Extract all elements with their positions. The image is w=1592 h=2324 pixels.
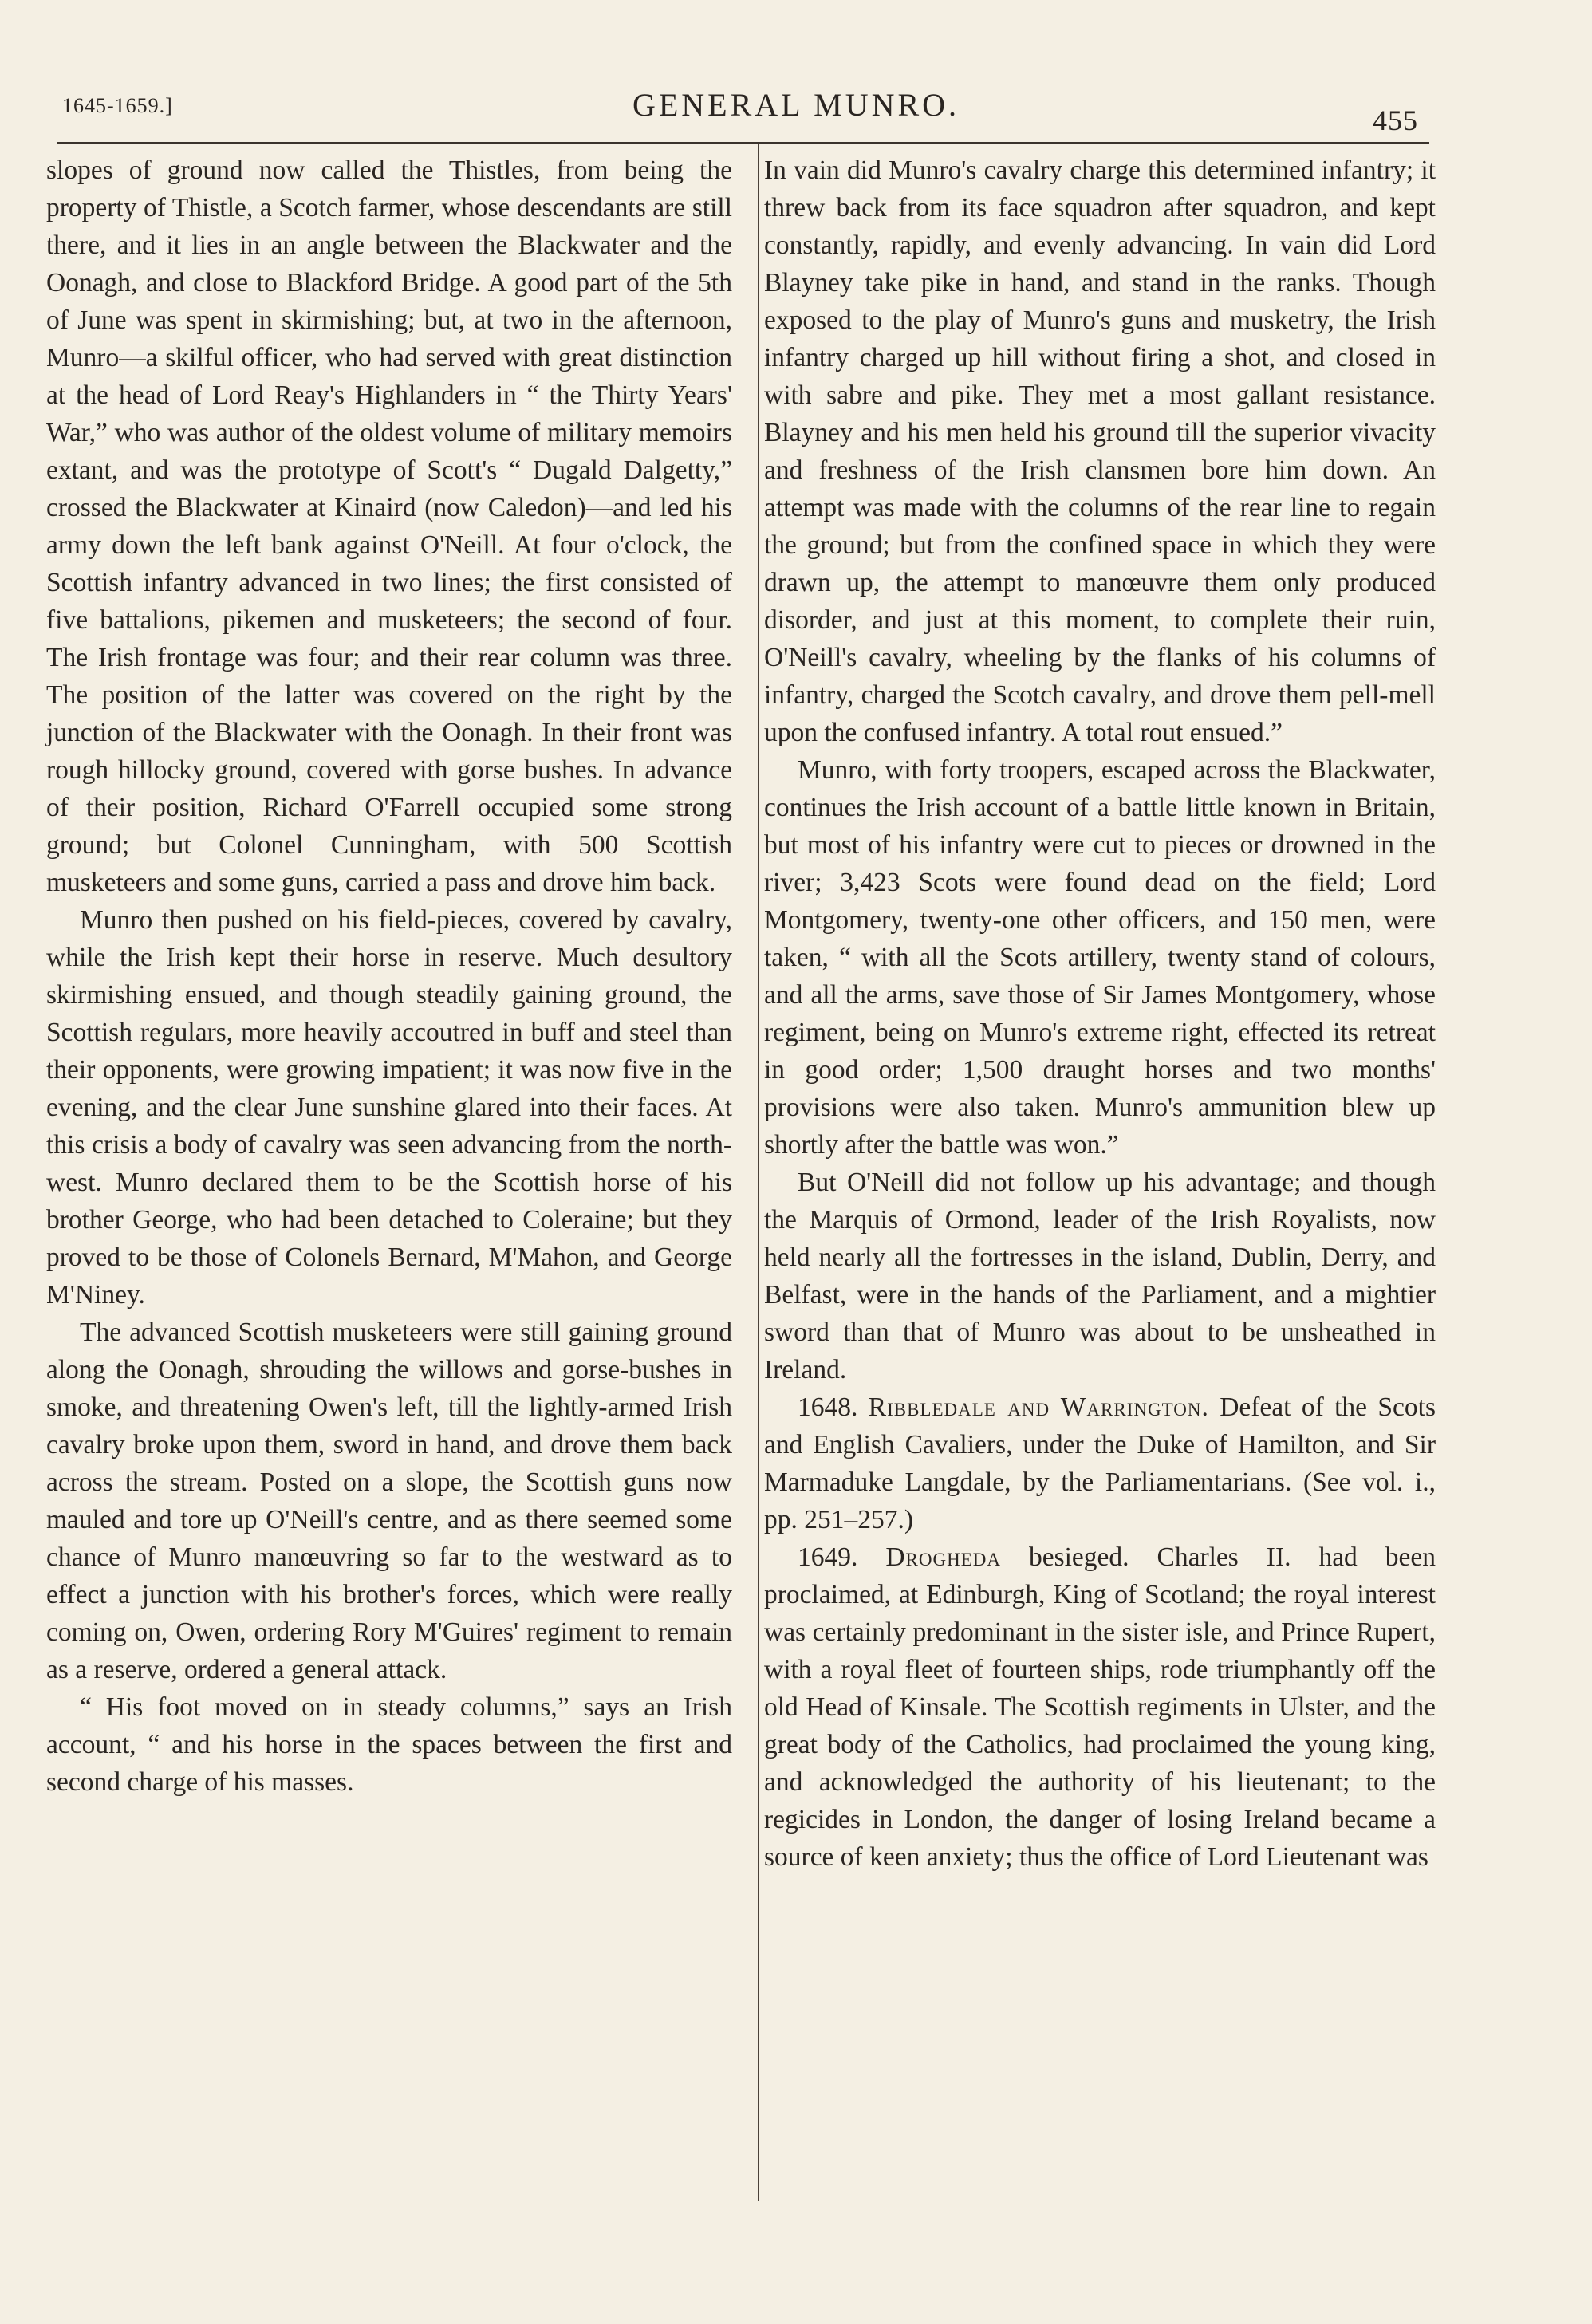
header-date-range: 1645-1659.] (62, 94, 173, 117)
left-paragraph-2: Munro then pushed on his field-pieces, covered by cavalry, while the Irish kept their horse in reserve. Much desultory skirmishing ensued, and though steadily gaining ground, the Scottish regulars, more heavily accoutred in buff and steel than their opponents, were growing impatient; it was now five in the evening, and the clear June sunshine glared into their faces. At this crisis a body of cavalry was seen advancing from the north-west. Munro declared them to be the Scottish horse of his brother George, who had been detached to Coleraine; but they proved to be those of Colonels Bernard, M'Mahon, and George M'Niney. (46, 905, 732, 1310)
entry-year: 1649. (798, 1542, 858, 1572)
right-paragraph-1: In vain did Munro's cavalry charge this determined infantry; it threw back from its face squadron after squadron, and kept constantly, rapidly, and evenly advancing. In vain did Lord Blayney take pike in hand, and stand in the ranks. Though exposed to the play of Munro's guns and musketry, the Irish infantry charged up hill without firing a shot, and closed in with sabre and pike. They met a most gallant resistance. Blayney and his men held his ground till the superior vivacity and freshness of the Irish clansmen bore him down. An attempt was made with the columns of the rear line to regain the ground; but from the confined space in which they were drawn up, the attempt to manœuvre them only produced disorder, and just at this moment, to complete their ruin, O'Neill's cavalry, wheeling by the flanks of his columns of infantry, charged the Scotch cavalry, and drove them pell-mell upon the confused infantry. A total rout ensued.” (764, 156, 1436, 747)
running-title: GENERAL MUNRO. (632, 87, 960, 123)
column-divider (758, 144, 759, 2201)
left-paragraph-1: slopes of ground now called the Thistles, from being the property of Thistle, a Scotch farmer, whose descendants are still there, and it lies in an angle between the Blackwater and the Oonagh, and close to Blackford Bridge. A good part of the 5th of June was spent in skirmishing; but, at two in the afternoon, Munro—a skilful officer, who had served with great distinction at the head of Lord Reay's Highlanders in “ the Thirty Years' War,” who was author of the oldest volume of military memoirs extant, and was the prototype of Scott's “ Dugald Dalgetty,” crossed the Blackwater at Kinaird (now Caledon)—and led his army down the left bank against O'Neill. At four o'clock, the Scottish infantry advanced in two lines; the first consisted of five battalions, pikemen and musketeers; the second of four. The Irish frontage was four; and their rear column was three. The position of the latter was covered on the right by the junction of the Blackwater with the Oonagh. In their front was rough hillocky ground, covered with gorse bushes. In advance of their position, Richard O'Farrell occupied some strong ground; but Colonel Cunningham, with 500 Scottish musketeers and some guns, carried a pass and drove him back. (46, 156, 732, 897)
left-paragraph-3: The advanced Scottish musketeers were still gaining ground along the Oonagh, shrouding the willows and gorse-bushes in smoke, and threatening Owen's left, till the lightly-armed Irish cavalry broke upon them, sword in hand, and drove them back across the stream. Posted on a slope, the Scottish guns now mauled and tore up O'Neill's centre, and as there seemed some chance of Munro manœuvring so far to the westward as to effect a junction with his brother's forces, which were really coming on, Owen, ordering Rory M'Guires' regiment to remain as a reserve, ordered a general attack. (46, 1318, 732, 1684)
entry-heading: Ribbledale and Warrington. (868, 1392, 1209, 1422)
left-column (46, 152, 732, 1801)
entry-year: 1648. (798, 1392, 858, 1422)
right-column (764, 152, 1436, 1876)
header-rule (57, 142, 1429, 144)
right-paragraph-3: But O'Neill did not follow up his advantage; and though the Marquis of Ormond, leader of the Irish Royalists, now held nearly all the fortresses in the island, Dublin, Derry, and Belfast, were in the hands of the Parliament, and a mightier sword than that of Munro was about to be unsheathed in Ireland. (764, 1168, 1436, 1385)
left-paragraph-4: “ His foot moved on in steady columns,” says an Irish account, “ and his horse in the spaces between the first and second charge of his masses. (46, 1692, 732, 1797)
entry-ribbledale (764, 1388, 1436, 1538)
entry-heading: Drogheda (885, 1542, 1001, 1572)
right-paragraph-2: Munro, with forty troopers, escaped across the Blackwater, continues the Irish account of a battle little known in Britain, but most of his infantry were cut to pieces or drowned in the river; 3,423 Scots were found dead on the field; Lord Montgomery, twenty-one other officers, and 150 men, were taken, “ with all the Scots artillery, twenty stand of colours, and all the arms, save those of Sir James Montgomery, whose regiment, being on Munro's extreme right, effected its retreat in good order; 1,500 draught horses and two months' provisions were also taken. Munro's ammunition blew up shortly after the battle was won.” (764, 755, 1436, 1160)
entry-drogheda (764, 1538, 1436, 1876)
entry-text: besieged. Charles II. had been proclaimed, at Edinburgh, King of Scotland; the royal interest was certainly predominant in the sister isle, and Prince Rupert, with a royal fleet of fourteen ships, rode triumphantly off the old Head of Kinsale. The Scottish regiments in Ulster, and the great body of the Catholics, had proclaimed the young king, and acknowledged the authority of his lieutenant; to the regicides in London, the danger of losing Ireland became a source of keen anxiety; thus the office of Lord Lieutenant was (764, 1542, 1436, 1872)
page-number: 455 (1373, 104, 1418, 136)
entry-text: Defeat of the Scots and English Cavaliers, under the Duke of Hamilton, and Sir Marmaduke Langdale, by the Parliamentarians. (See vol. i., pp. 251–257.) (764, 1392, 1436, 1534)
